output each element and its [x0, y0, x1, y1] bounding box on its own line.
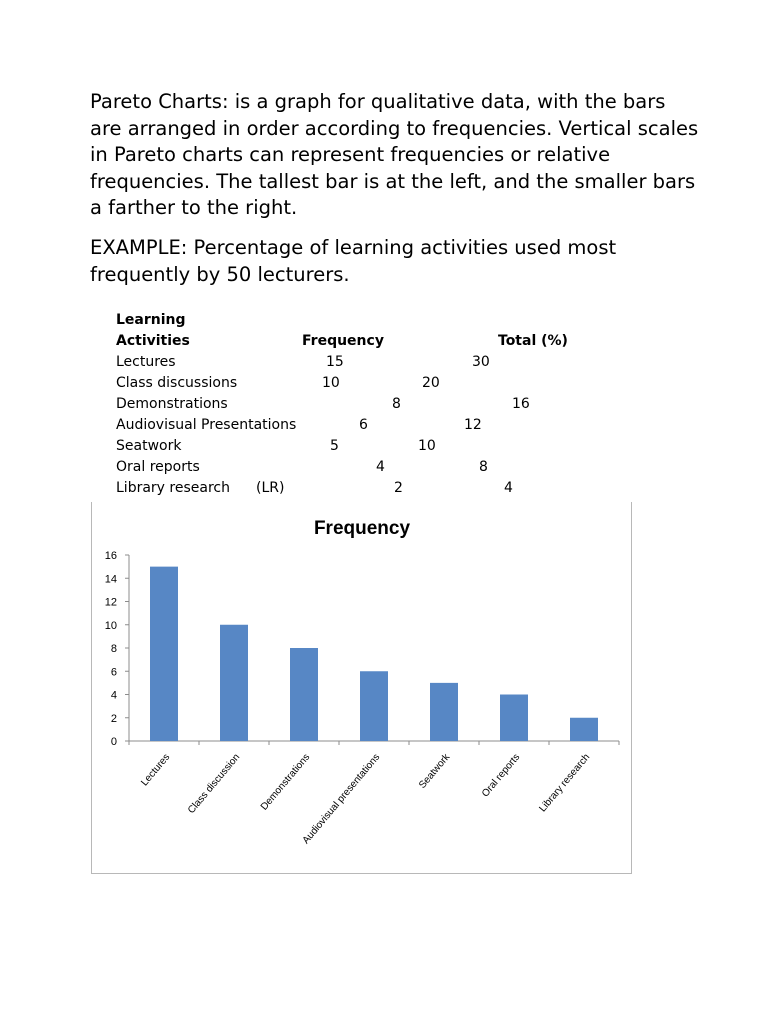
bar: [360, 671, 388, 741]
row-total: 16: [512, 396, 530, 412]
row-activity: Audiovisual Presentations: [116, 417, 297, 433]
bar: [220, 625, 248, 741]
example-paragraph: EXAMPLE: Percentage of learning activities used most frequently by 50 lecturers.: [90, 236, 617, 286]
x-category-label: Class discussion: [185, 751, 243, 816]
row-frequency: 10: [322, 375, 340, 391]
row-total: 12: [464, 417, 482, 433]
row-frequency: 6: [359, 417, 368, 433]
y-tick-label: 8: [110, 643, 117, 655]
x-category-label: Library research: [537, 751, 593, 815]
row-frequency: 15: [326, 354, 344, 370]
row-total: 4: [504, 480, 513, 496]
x-category-label: Oral reports: [479, 751, 523, 800]
row-abbrev: (LR): [256, 480, 285, 496]
bar: [290, 648, 318, 741]
header-activity-line1: Learning: [116, 312, 186, 328]
row-total: 30: [472, 354, 490, 370]
bar: [430, 683, 458, 741]
x-category-label: Lectures: [139, 751, 173, 789]
y-tick-label: 12: [104, 596, 117, 609]
y-tick-label: 16: [104, 550, 117, 562]
bar: [150, 567, 178, 741]
header-frequency: Frequency: [302, 333, 384, 349]
y-tick-label: 4: [110, 689, 117, 702]
y-tick-label: 6: [110, 666, 117, 679]
row-activity: Oral reports: [116, 459, 200, 475]
row-total: 10: [418, 438, 436, 454]
row-activity: Library research: [116, 480, 230, 496]
row-activity: Seatwork: [116, 438, 182, 454]
x-category-label: Seatwork: [417, 751, 453, 791]
row-frequency: 2: [394, 480, 403, 496]
frequency-table: [116, 310, 636, 500]
x-category-label: Audiovisual presentations: [300, 751, 383, 847]
row-frequency: 5: [330, 438, 339, 454]
row-frequency: 4: [376, 459, 385, 475]
chart-title: Frequency: [313, 518, 411, 539]
row-activity: Lectures: [116, 354, 176, 370]
y-tick-label: 0: [110, 736, 117, 748]
row-activity: Demonstrations: [116, 396, 228, 412]
row-activity: Class discussions: [116, 375, 238, 391]
header-total: Total (%): [498, 333, 568, 349]
y-tick-label: 14: [104, 573, 117, 586]
frequency-chart: [91, 502, 632, 874]
bar: [570, 718, 598, 741]
row-total: 20: [422, 375, 440, 391]
row-frequency: 8: [392, 396, 401, 412]
row-total: 8: [479, 459, 488, 475]
header-activity-line2: Activities: [116, 333, 190, 349]
y-tick-label: 2: [110, 712, 117, 725]
intro-paragraph: Pareto Charts: is a graph for qualitative data, with the bars are arranged in order according to frequencies. Vertical scales in Pareto charts can represent frequencies or relative frequencies. The tallest bar is at the left, and the smaller bars a farther to the right.: [90, 90, 699, 219]
y-tick-label: 10: [104, 619, 117, 632]
x-category-label: Demonstrations: [258, 751, 313, 813]
bar: [500, 695, 528, 742]
